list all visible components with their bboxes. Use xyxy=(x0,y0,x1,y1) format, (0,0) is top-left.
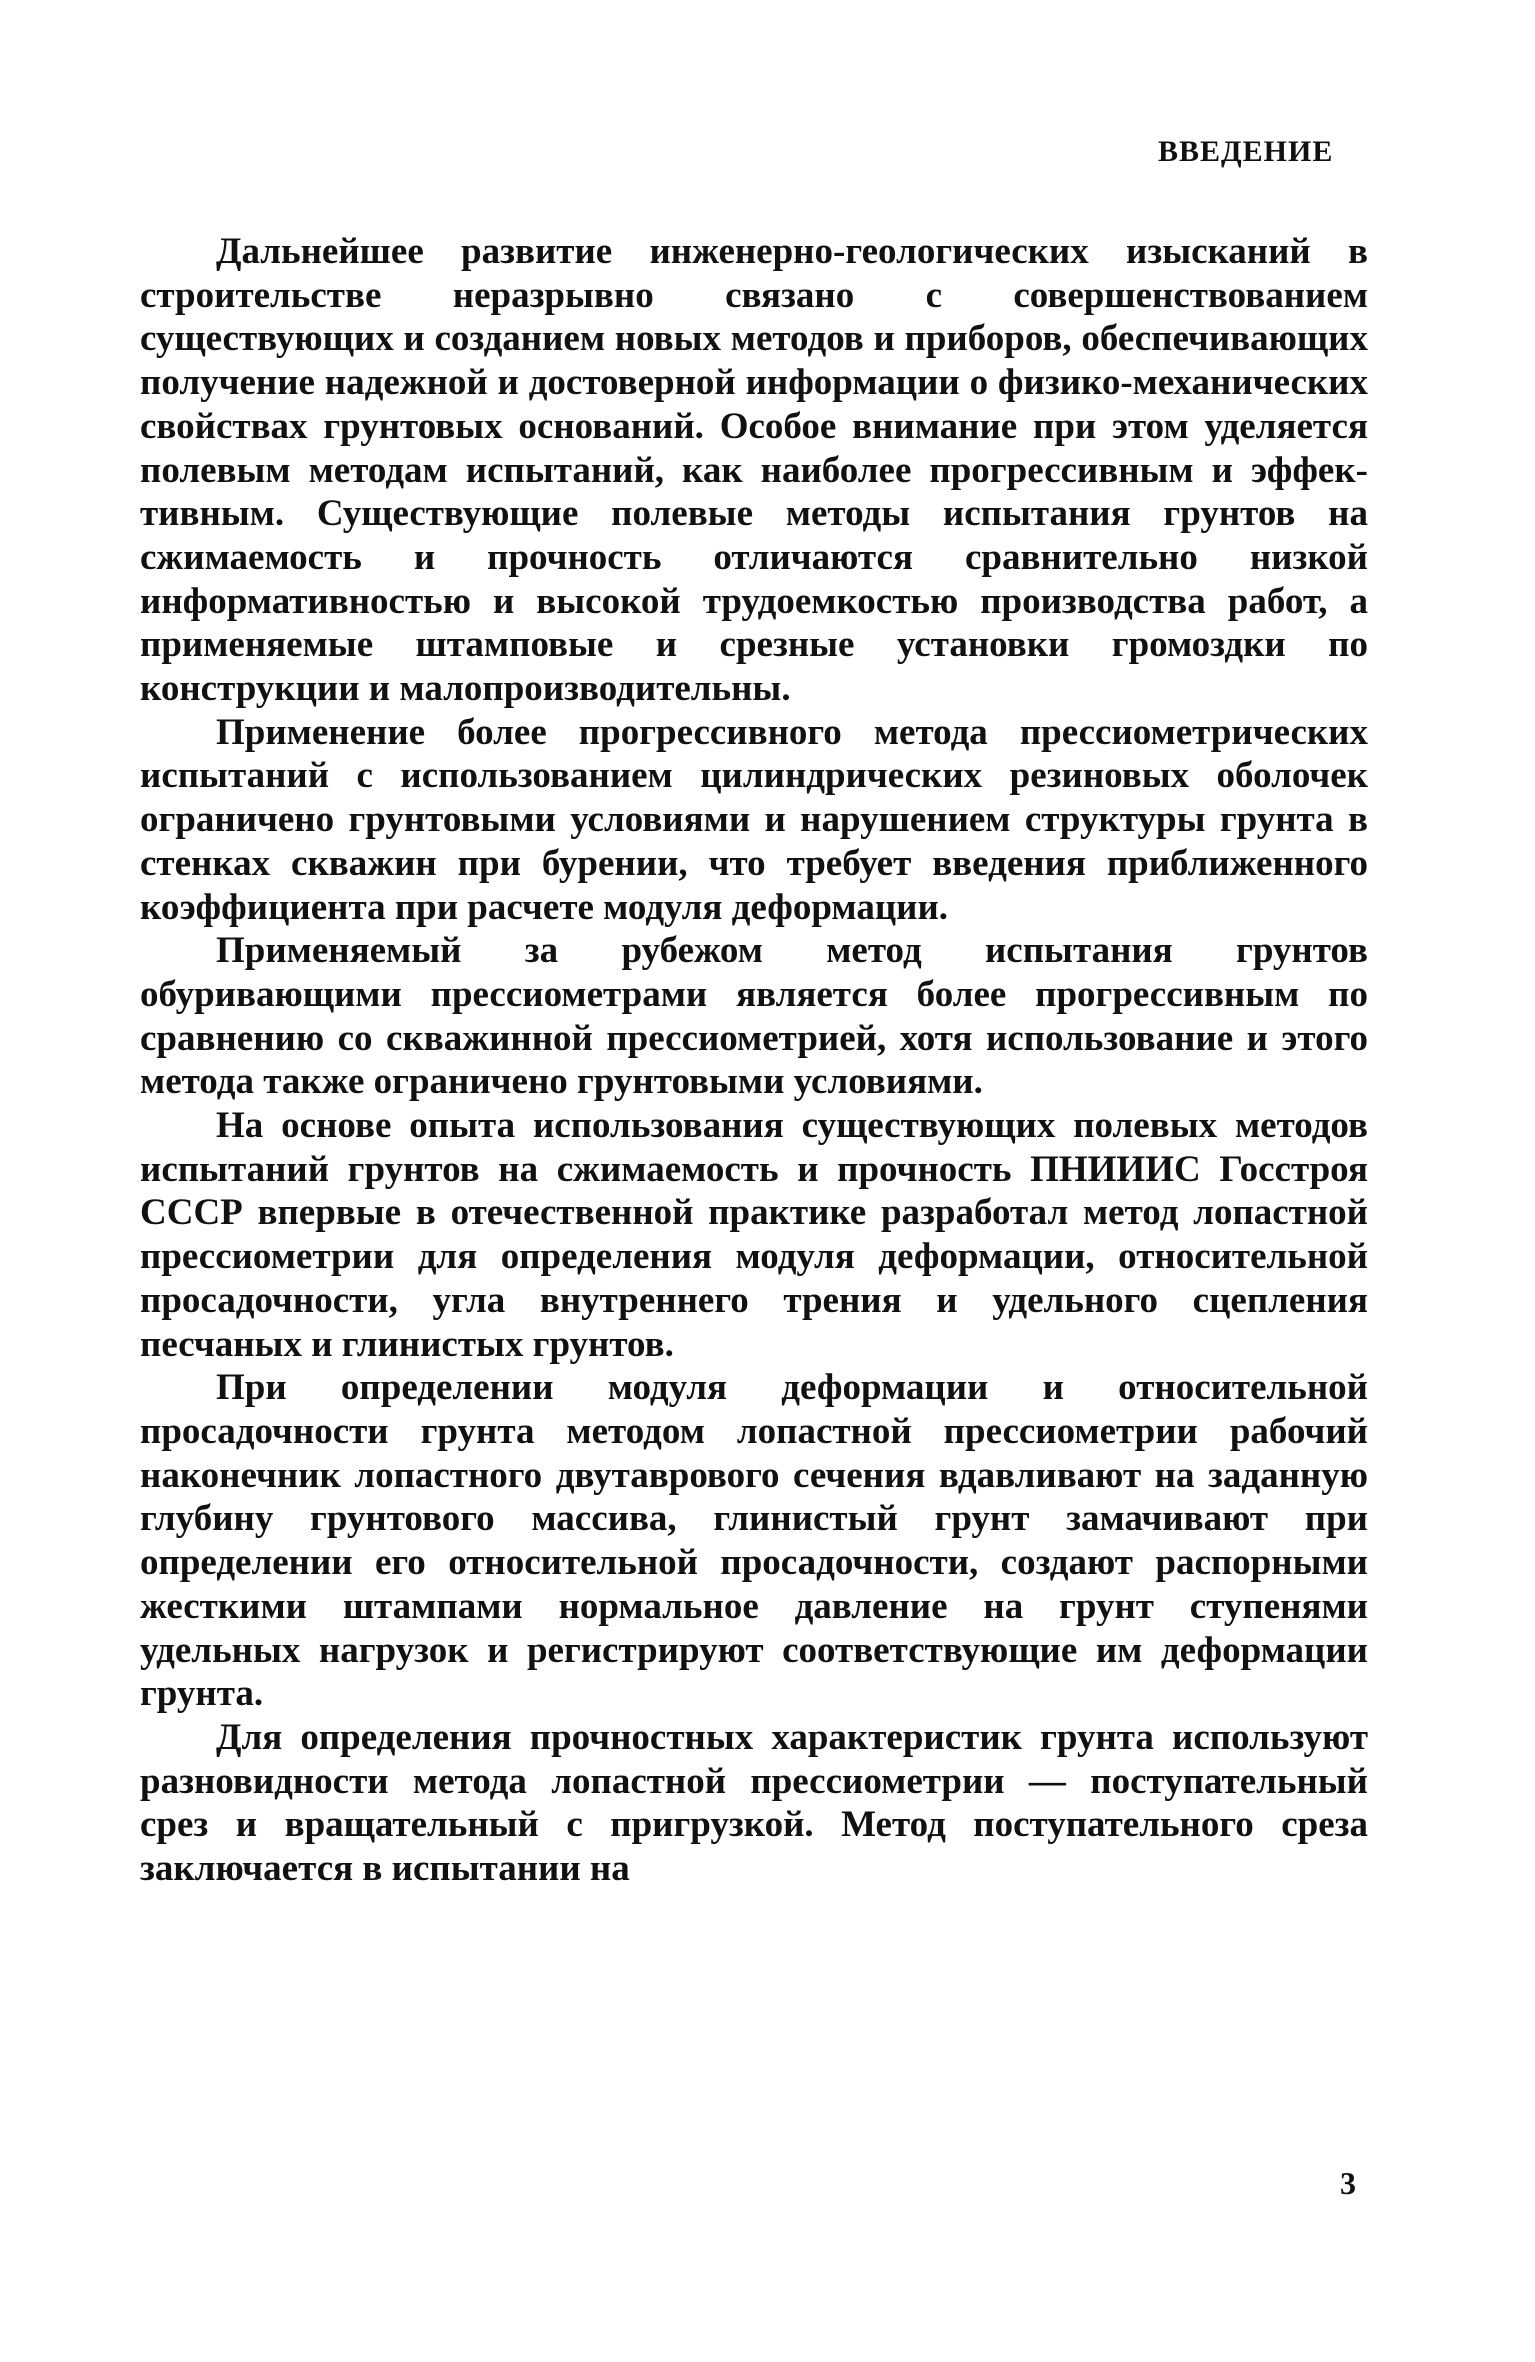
page-number: 3 xyxy=(1340,2165,1356,2201)
section-heading: ВВЕДЕНИЕ xyxy=(1158,135,1334,168)
paragraph-6: Для определения прочностных характеристик грунта используют разновидности метода лопастной прессиометрии — поступательный срез и вращательный с пригрузкой. Метод поступательного среза заключается в испытании на xyxy=(140,1716,1368,1890)
paragraph-1: Дальнейшее развитие инженерно-геологических изысканий в строительстве неразрывно связано с совершенствованием существующих и созданием новых методов и приборов, обеспечивающих получение надежной и достоверной информации о физико-механических свойствах грунтовых оснований. Особое внимание при этом уделяется полевым методам испытаний, как наиболее прогрессивным и эффективным. Существующие полевые методы испытания грунтов на сжимаемость и прочность отличаются сравнительно низкой информативностью и высокой трудоемкостью производства работ, а применяемые штамповые и срезные установки громоздки по конструкции и малопроизводительны. xyxy=(140,231,1368,710)
body-text xyxy=(140,230,1368,1891)
paragraph-4: На основе опыта использования существующих полевых методов испытаний грунтов на сжимаемость и прочность ПНИИИС Госстроя СССР впервые в отечественной практике разработал метод лопастной прессиометрии для определения модуля деформации, относительной просадочности, угла внутреннего трения и удельного сцепления песчаных и глинистых грунтов. xyxy=(140,1105,1368,1365)
paragraph-2: Применение более прогрессивного метода прессиометрических испытаний с использованием цилиндрических резиновых оболочек ограничено грунтовыми условиями и нарушением структуры грунта в стенках скважин при бурении, что требует введения приближенного коэффициента при расчете модуля деформации. xyxy=(140,711,1368,928)
paragraph-3: Применяемый за рубежом метод испытания грунтов обуривающими прессиометрами является более прогрессивным по сравнению со скважинной прессиометрией, хотя использование и этого метода также ограничено грунтовыми условиями. xyxy=(140,930,1368,1103)
paragraph-5: При определении модуля деформации и относительной просадочности грунта методом лопастной прессиометрии рабочий наконечник лопастного двутаврового сечения вдавливают на заданную глубину грунтового массива, глинистый грунт замачивают при определении его относительной просадочности, создают распорными жесткими штампами нормальное давление на грунт ступенями удельных нагрузок и регистрируют соответствующие им деформации грунта. xyxy=(140,1367,1368,1715)
